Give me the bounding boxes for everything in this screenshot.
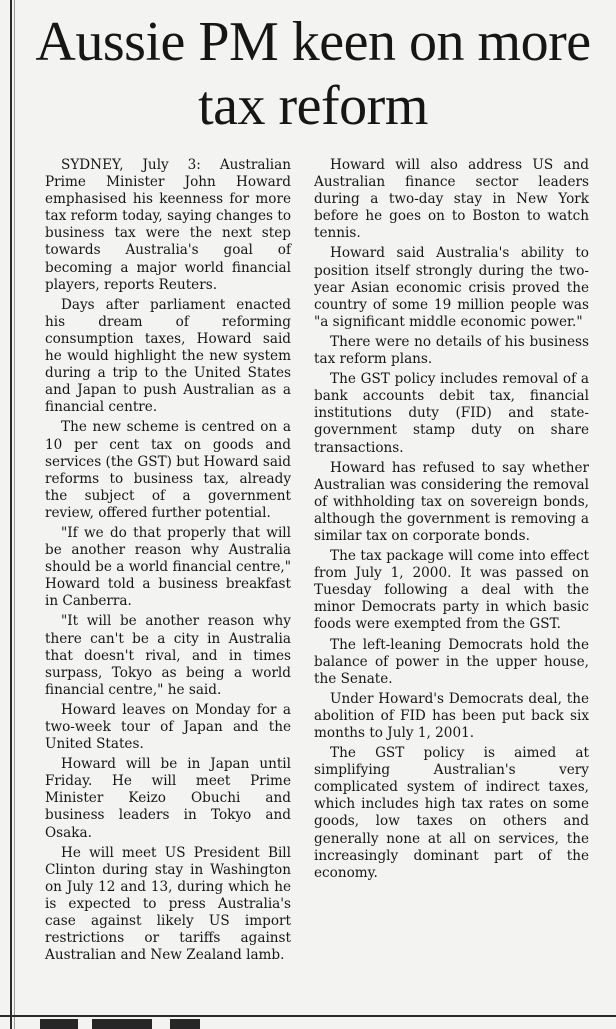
next-article-fragment [92, 1019, 152, 1029]
next-article-fragment [170, 1019, 200, 1029]
paragraph: SYDNEY, July 3: Australian Prime Minister John Howard emphasised his keenness for more tax reform today, saying changes to business tax were the next step towards Australia's goal of becoming a major world financial players, reports Reuters. [45, 157, 291, 293]
left-column-rule-thin [14, 0, 15, 1029]
paragraph: There were no details of his business tax reform plans. [314, 333, 589, 368]
paragraph: The left-leaning Democrats hold the balance of power in the upper house, the Senate. [314, 636, 589, 687]
article-column-left [45, 157, 291, 967]
paragraph: Howard leaves on Monday for a two-week tour of Japan and the United States. [45, 701, 291, 753]
paragraph: Howard will be in Japan until Friday. He will meet Prime Minister Keizo Obuchi and business leaders in Tokyo and Osaka. [45, 756, 291, 841]
paragraph: The GST policy includes removal of a bank accounts debit tax, financial institutions duty (FID) and state-government stamp duty on share transactions. [314, 371, 589, 456]
paragraph: Howard said Australia's ability to position itself strongly during the two-year Asian economic crisis proved the country of some 19 million people was "a significant middle economic power." [314, 245, 589, 330]
headline: Aussie PM keen on more tax reform [35, 11, 591, 137]
paragraph: "If we do that properly that will be another reason why Australia should be a world financial centre," Howard told a business breakfast in Canberra. [45, 524, 291, 610]
next-article-fragment [40, 1019, 78, 1029]
paragraph: Under Howard's Democrats deal, the abolition of FID has been put back six months to July 1, 2001. [314, 690, 589, 741]
paragraph: Howard has refused to say whether Australian was considering the removal of withholding tax on sovereign bonds, although the government is removing a similar tax on corporate bonds. [314, 459, 589, 544]
paragraph: "It will be another reason why there can't be a city in Australia that doesn't rival, and in times surpass, Tokyo as being a world financial centre," he said. [45, 613, 291, 698]
paragraph: The GST policy is aimed at simplifying Australian's very complicated system of indirect taxes, which includes high tax rates on some goods, low taxes on others and generally none at all on services, the increasingly dominant part of the economy. [314, 745, 589, 881]
left-column-rule [10, 0, 12, 1029]
paragraph: Howard will also address US and Australian finance sector leaders during a two-day stay in New York before he goes on to Boston to watch tennis. [314, 157, 589, 242]
paragraph: He will meet US President Bill Clinton during stay in Washington on July 12 and 13, during which he is expected to press Australia's case against likely US import restrictions or tariffs against Australian and New Zealand lamb. [45, 844, 291, 964]
paragraph: The new scheme is centred on a 10 per cent tax on goods and services (the GST) but Howard said reforms to business tax, already the subject of a government review, offered further potential. [45, 419, 291, 521]
paragraph: The tax package will come into effect from July 1, 2000. It was passed on Tuesday following a deal with the minor Democrats party in which basic foods were exempted from the GST. [314, 548, 589, 633]
article-column-right [314, 157, 589, 885]
paragraph: Days after parliament enacted his dream of reforming consumption taxes, Howard said he would highlight the new system during a trip to the United States and Japan to push Australian as a financial centre. [45, 296, 291, 416]
bottom-rule [0, 1015, 616, 1017]
